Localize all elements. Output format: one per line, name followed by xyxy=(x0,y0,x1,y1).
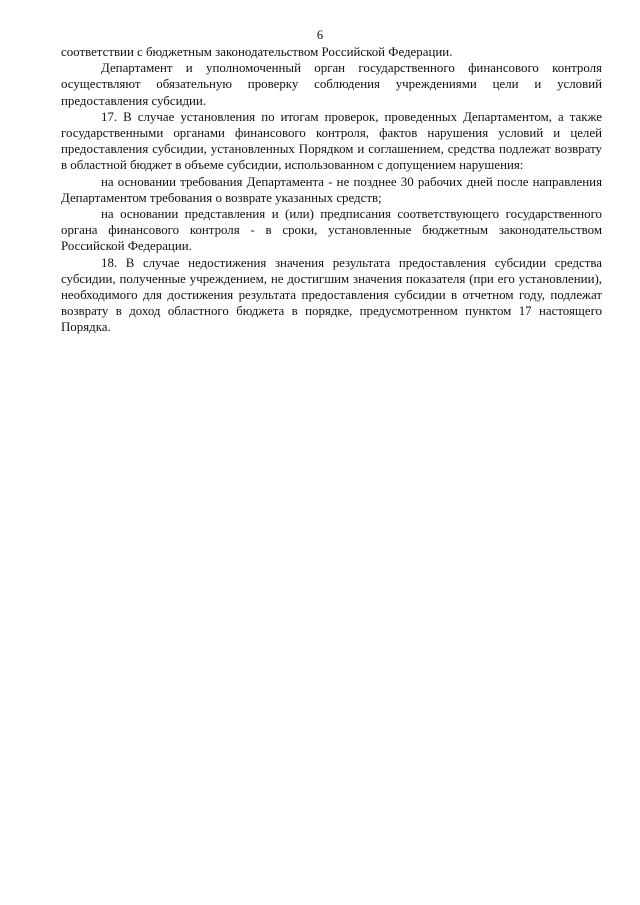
paragraph-clause-18: 18. В случае недостижения значения результата предоставления субсидии средства субсидии, полученные учреждением, не достигшим значения показателя (при его установлении), необходимого для достижения результата предоставления субсидии в отчетном году, подлежат возврату в доход областного бюджета в порядке, предусмотренном пунктом 17 настоящего Порядка. xyxy=(61,255,602,335)
paragraph-verification: Департамент и уполномоченный орган государственного финансового контроля осуществляют обязательную проверку соблюдения учреждениями цели и условий предоставления субсидии. xyxy=(61,61,602,108)
paragraph-department-demand: на основании требования Департамента - не позднее 30 рабочих дней после направления Департаментом требования о возврате указанных средств; xyxy=(61,174,602,205)
document-body xyxy=(61,44,602,336)
paragraph-control-order: на основании представления и (или) предписания соответствующего государственного органа финансового контроля - в сроки, установленные бюджетным законодательством Российской Федерации. xyxy=(61,207,602,254)
page-number: 6 xyxy=(316,28,324,42)
paragraph-continuation: соответствии с бюджетным законодательством Российской Федерации. xyxy=(61,45,453,59)
paragraph-clause-17: 17. В случае установления по итогам проверок, проведенных Департаментом, а также государственными органами финансового контроля, фактов нарушения условий и целей предоставления субсидии, установленных Порядком и соглашением, средства подлежат возврату в областной бюджет в объеме субсидии, использованном с допущением нарушения: xyxy=(61,109,602,173)
